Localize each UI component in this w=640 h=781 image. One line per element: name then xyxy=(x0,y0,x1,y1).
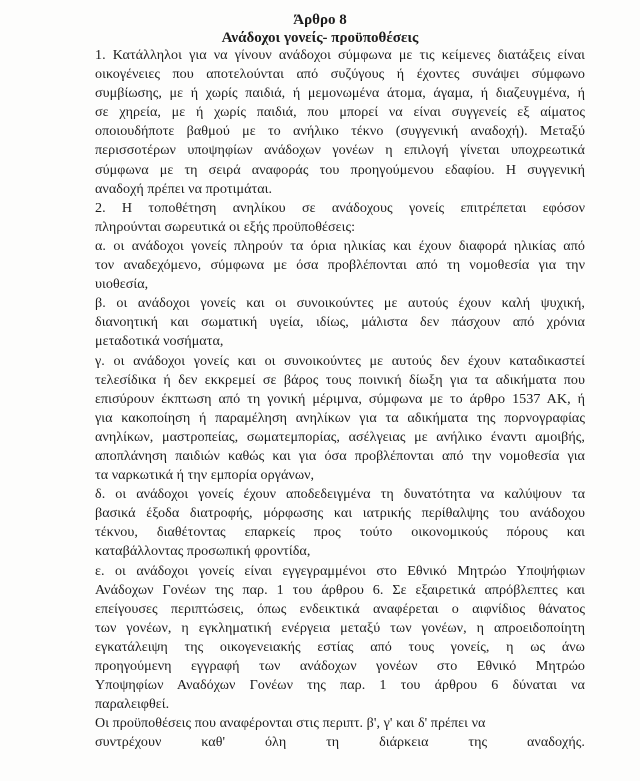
text-line: περισσοτέρων υποψηφίων ανάδοχων γονέων η επιλογή γίνεται υποχρεωτικά xyxy=(95,142,585,159)
article-body xyxy=(95,46,585,752)
text-line: Ανάδοχων Γονέων της παρ. 1 του άρθρου 6. Σε εξαιρετικά απρόβλεπτες και xyxy=(95,581,585,598)
text-line: ανηλίκων, μαστροπείας, σωματεμπορίας, ασέλγειας με ανήλικο έναντι αμοιβής, xyxy=(95,428,585,445)
text-line: καταβάλλοντας προσωπική φροντίδα, xyxy=(95,543,311,560)
text-line: των γονέων, η εγκληματική ενέργεια μεταξύ των γονέων, η απροειδοποίητη xyxy=(95,619,585,636)
text-line: αποπλάνηση παιδιών καθώς και για όσα προβλέπονται από την νομοθεσία για xyxy=(95,447,585,464)
text-line: μεταδοτικά νοσήματα, xyxy=(95,333,224,350)
text-line: πληρούνται σωρευτικά οι εξής προϋποθέσεις: xyxy=(95,218,356,235)
text-line: οποιουδήποτε βαθμού με το ανήλικο τέκνο (συγγενική αναδοχή). Μεταξύ xyxy=(95,123,585,140)
text-line: τα ναρκωτικά ή την εμπορία οργάνων, xyxy=(95,467,315,484)
text-line: συμβίωσης, με ή χωρίς παιδιά, ή μεμονωμένα άτομα, άγαμα, ή διαζευγμένα, ή xyxy=(95,85,585,102)
text-line: β. οι ανάδοχοι γονείς και οι συνοικούντες με αυτούς έχουν καλή ψυχική, xyxy=(95,295,585,312)
text-line: Υποψηφίων Αναδόχων Γονέων της παρ. 1 του άρθρου 6 δύναται να xyxy=(95,677,585,694)
text-line: προηγούμενη εγγραφή των ανάδοχων γονέων στο Εθνικό Μητρώο xyxy=(95,658,585,674)
text-line: σύμφωνα με τη σειρά αναφοράς του προηγούμενου εδαφίου. Η συγγενική xyxy=(95,161,585,178)
text-line: αναδοχή πρέπει να προτιμάται. xyxy=(95,180,273,197)
text-line: τέκνου, διαθέτοντας επαρκείς προς τούτο οικονομικούς πόρους και xyxy=(95,524,585,541)
text-line: επισύρουν έκπτωση από τη γονική μέριμνα, σύμφωνα με το άρθρο 1537 ΑΚ, ή xyxy=(95,390,585,407)
text-line: 1. Κατάλληλοι για να γίνουν ανάδοχοι σύμφωνα με τις κείμενες διατάξεις είναι xyxy=(95,47,585,63)
text-line: για κακοποίηση ή παραμέληση ανηλίκων για τα αδικήματα της πορνογραφίας xyxy=(95,409,585,426)
text-line: οικογένειες που αποτελούνται από συζύγους ή έχοντες συνάψει σύμφωνο xyxy=(95,66,585,83)
text-line: συντρέχουν καθ' όλη τη διάρκεια της αναδοχής. xyxy=(95,734,585,751)
text-line: βασικά έξοδα διατροφής, μόρφωσης και ιατρικής περίθαλψης του ανάδοχου xyxy=(95,505,585,522)
text-line: τελεσίδικα ή δεν εκκρεμεί σε βάρος τους ποινική δίωξη για τα αδικήματα που xyxy=(95,371,585,388)
text-line: διανοητική και σωματική υγεία, ιδίως, μάλιστα δεν πάσχουν από χρόνια xyxy=(95,314,585,331)
text-line: α. οι ανάδοχοι γονείς πληρούν τα όρια ηλικίας και έχουν διαφορά ηλικίας από xyxy=(95,237,585,254)
text-line: 2. Η τοποθέτηση ανηλίκου σε ανάδοχους γονείς επιτρέπεται εφόσον xyxy=(95,199,585,216)
text-line: γ. οι ανάδοχοι γονείς και οι συνοικούντες με αυτούς δεν έχουν καταδικαστεί xyxy=(95,352,585,369)
text-line: ε. οι ανάδοχοι γονείς είναι εγγεγραμμένοι στο Εθνικό Μητρώο Υποψήφιων xyxy=(95,562,585,579)
article-heading: Άρθρο 8 xyxy=(293,12,347,28)
text-line: Οι προϋποθέσεις που αναφέρονται στις περιπτ. β', γ' και δ' πρέπει να xyxy=(95,715,486,732)
text-line: επείγουσες περιπτώσεις, όπως ενδεικτικά αναφέρεται ο αιφνίδιος θάνατος xyxy=(95,600,585,617)
text-line: τον αναδεχόμενο, σύμφωνα με όσα προβλέπονται από τη νομοθεσία για την xyxy=(95,257,585,274)
text-line: εγκατάλειψη της οικογενειακής εστίας από τους γονείς, η ως άνω xyxy=(95,638,585,655)
text-line: υιοθεσία, xyxy=(95,276,149,293)
article-title: Ανάδοχοι γονείς- προϋποθέσεις xyxy=(221,30,419,46)
text-line: σε χηρεία, με ή χωρίς παιδιά, που μπορεί να είναι συγγενείς εξ αίματος xyxy=(95,104,585,121)
text-line: δ. οι ανάδοχοι γονείς έχουν αποδεδειγμένα τη δυνατότητα να καλύψουν τα xyxy=(95,486,585,503)
text-line: παραλειφθεί. xyxy=(95,696,170,713)
